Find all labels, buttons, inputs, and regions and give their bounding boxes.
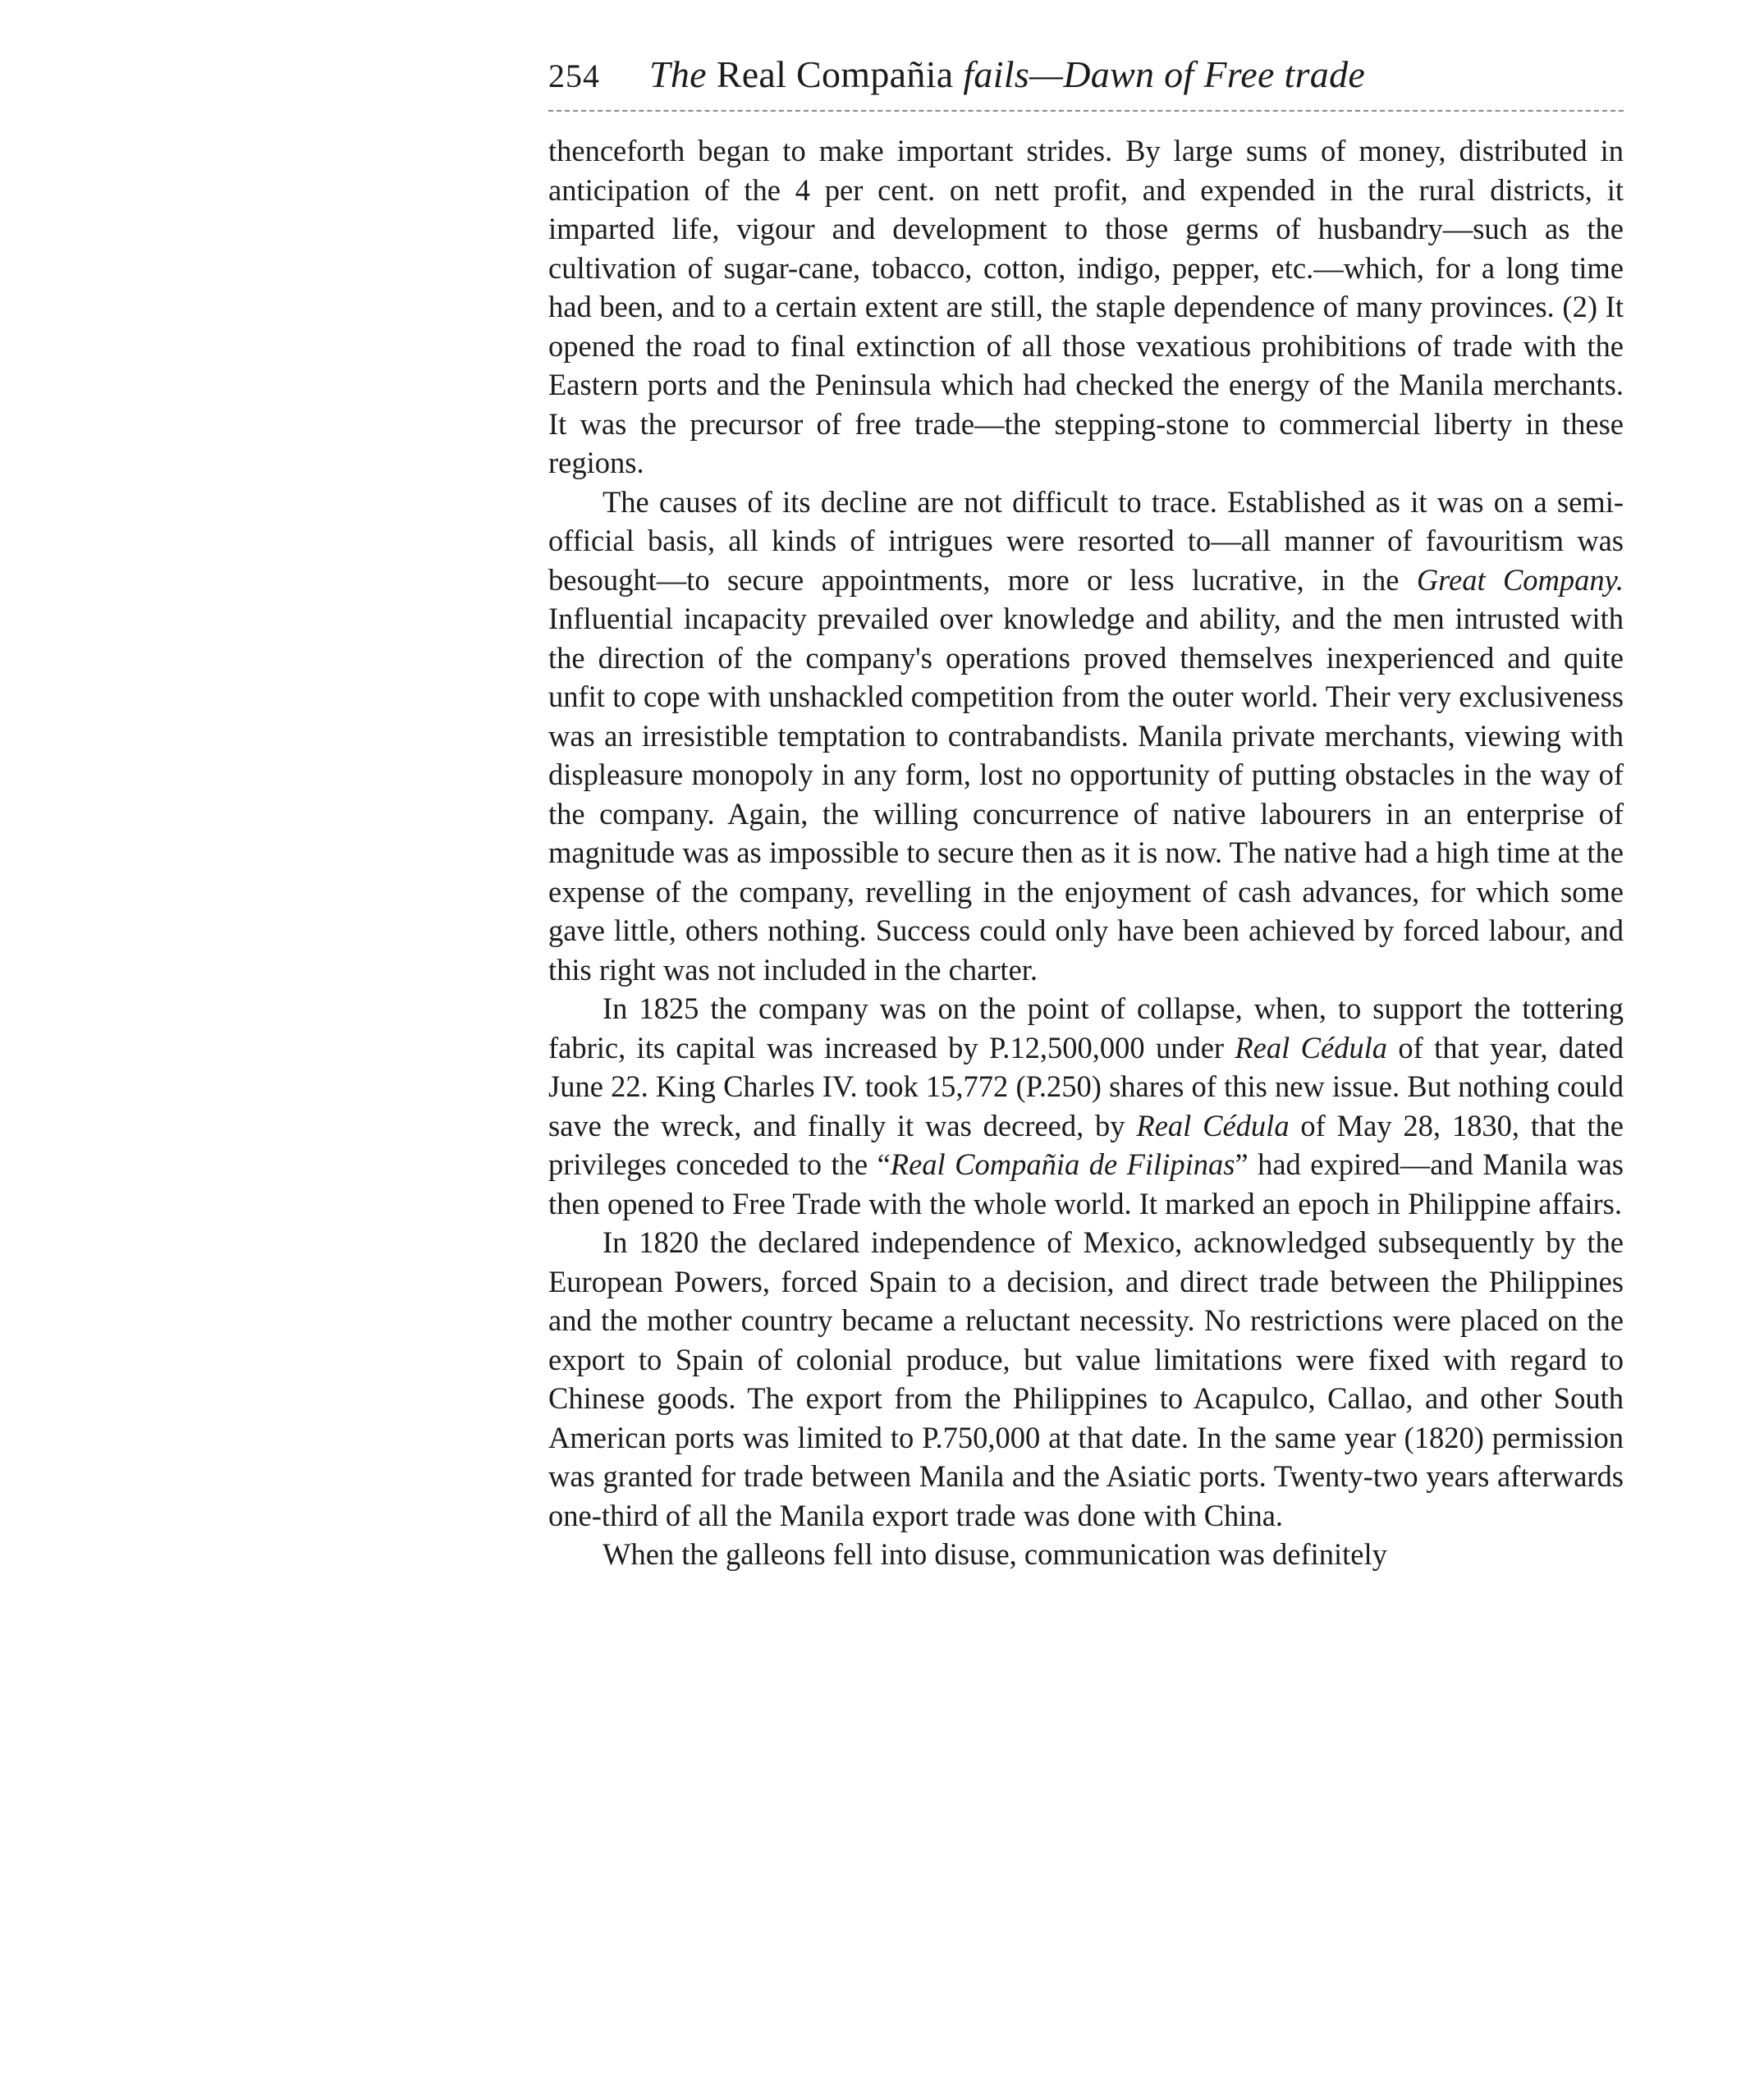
paragraph-3 <box>548 989 1624 1223</box>
paragraph-3-emphasis-2: Real Cédula <box>1136 1108 1290 1142</box>
paragraph-4 <box>548 1223 1624 1535</box>
running-title-fails-dawn: fails—Dawn <box>963 53 1155 95</box>
paragraph-1-text: thenceforth began to make important strides. By large sums of money, distributed in anticipation of the 4 per cent. on nett profit, and expended in the rural districts, it imparted life, vigour and development to those germs of husbandry—such as the cultivation of sugar-cane, tobacco, cotton, indigo, pepper, etc.—which, for a long time had been, and to a certain extent are still, the staple dependence of many provinces. (2) It opened the road to final extinction of all those vexatious prohibitions of trade with the Eastern ports and the Peninsula which had checked the energy of the Manila merchants. It was the precursor of free trade—the stepping-stone to commercial liberty in these regions. <box>548 134 1624 479</box>
body-text <box>548 131 1624 1574</box>
page-number: 254 <box>548 57 600 94</box>
running-title-of: of <box>1164 53 1194 95</box>
header-rule <box>548 110 1624 112</box>
paragraph-3-part-c: of May 28, 1830, that the privileges conceded to the “ <box>548 1108 1624 1181</box>
paragraph-2-part-b: Influential incapacity prevailed over knowledge and ability, and the men intrusted with the direction of the company's operations proved themselves inexperienced and quite unfit to cope with unshackled competition from the outer world. Their very exclusiveness was an irresistible temptation to contrabandists. Manila private merchants, viewing with displeasure monopoly in any form, lost no opportunity of putting obstacles in the way of the company. Again, the willing concurrence of native labourers in an enterprise of magnitude was as impossible to secure then as it is now. The native had a high time at the expense of the company, revelling in the enjoyment of cash advances, for which some gave little, others nothing. Success could only have been achieved by forced labour, and this right was not included in the charter. <box>548 602 1624 987</box>
running-title-real-compania: Real Compañia <box>716 53 954 95</box>
running-title-free-trade: Free trade <box>1203 53 1366 95</box>
paragraph-5 <box>548 1535 1624 1574</box>
paragraph-4-text: In 1820 the declared independence of Mexico, acknowledged subsequently by the European Powers, forced Spain to a decision, and direct trade between the Philippines and the mother country became a reluctant necessity. No restrictions were placed on the export to Spain of colonial produce, but value limitations were fixed with regard to Chinese goods. The export from the Philippines to Acapulco, Callao, and other South American ports was limited to P.750,000 at that date. In the same year (1820) permission was granted for trade between Manila and the Asiatic ports. Twenty-two years afterwards one-third of all the Manila export trade was done with China. <box>548 1225 1624 1532</box>
running-title-the: The <box>649 53 707 95</box>
paragraph-2-emphasis: Great Company. <box>1416 562 1624 597</box>
paragraph-3-part-d: ” had expired—and Manila was then opened to Free Trade with the whole world. It marked an epoch in Philippine affairs. <box>548 1147 1624 1220</box>
paragraph-3-part-a: In 1825 the company was on the point of collapse, when, to support the tottering fabric, its capital was increased by P.12,500,000 under <box>548 991 1624 1065</box>
running-head <box>548 46 1624 103</box>
paragraph-1 <box>548 131 1624 483</box>
paragraph-3-part-b: of that year, dated June 22. King Charles IV. took 15,772 (P.250) shares of this new issue. But nothing could save the wreck, and finally it was decreed, by <box>548 1030 1624 1142</box>
paragraph-2 <box>548 483 1624 990</box>
running-title <box>649 46 1365 103</box>
paragraph-2-part-a: The causes of its decline are not difficult to trace. Established as it was on a semi-official basis, all kinds of intrigues were resorted to—all manner of favouritism was besought—to secure appointments, more or less lucrative, in the <box>548 484 1624 597</box>
paragraph-3-emphasis-1: Real Cédula <box>1235 1030 1388 1065</box>
paragraph-5-text: When the galleons fell into disuse, communication was definitely <box>603 1537 1387 1571</box>
paragraph-3-emphasis-3: Real Compañia de Filipinas <box>890 1147 1235 1181</box>
